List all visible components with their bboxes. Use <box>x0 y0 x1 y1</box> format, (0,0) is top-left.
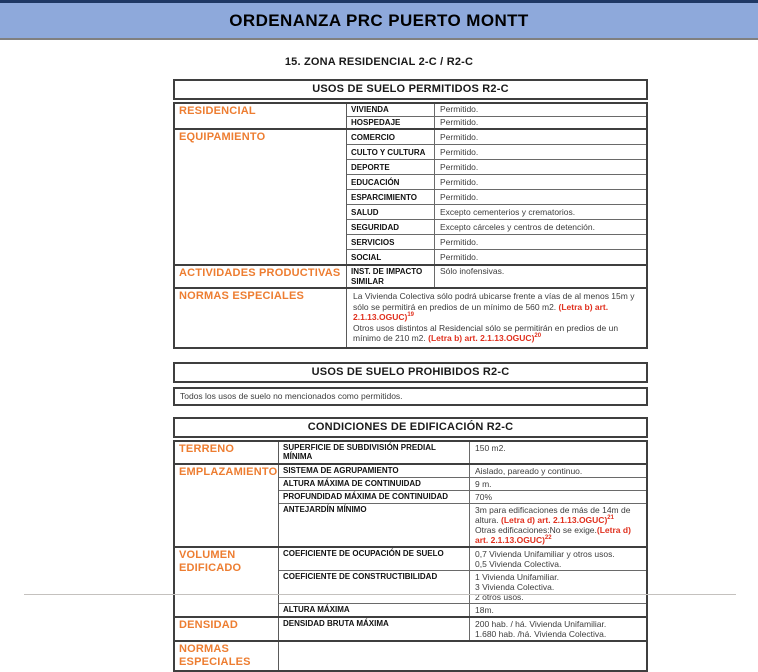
table-row <box>347 189 646 204</box>
footnote-marker: 20 <box>534 333 542 340</box>
use-value: Permitido. <box>440 131 479 142</box>
permitted-uses-table <box>173 102 648 349</box>
condition-label: ANTEJARDÍN MÍNIMO <box>279 504 470 546</box>
use-label: INST. DE IMPACTO SIMILAR <box>347 266 435 287</box>
use-label: CULTO Y CULTURA <box>347 145 435 159</box>
title-banner <box>0 0 758 40</box>
condition-label: SISTEMA DE AGRUPAMIENTO <box>279 465 470 477</box>
category-label: RESIDENCIAL <box>175 104 347 128</box>
category-label: TERRENO <box>175 442 279 463</box>
use-value: Permitido. <box>440 236 479 247</box>
table-row <box>347 204 646 219</box>
group-densidad <box>175 616 646 640</box>
table-row <box>347 234 646 249</box>
prohibited-uses-title: USOS DE SUELO PROHIBIDOS R2-C <box>311 365 510 378</box>
condition-label: DENSIDAD BRUTA MÁXIMA <box>279 618 470 640</box>
use-value: Sólo inofensivas. <box>440 266 505 276</box>
use-value: Permitido. <box>440 146 479 157</box>
permitted-uses-title-box <box>173 79 648 100</box>
table-row <box>279 618 646 640</box>
category-label: ACTIVIDADES PRODUCTIVAS <box>175 266 347 287</box>
table-row <box>279 442 646 463</box>
table-row <box>279 548 646 570</box>
legal-reference: (Letra b) art. 2.1.13.OGUC) <box>428 333 535 343</box>
prohibited-uses-text: Todos los usos de suelo no mencionados como permitidos. <box>180 390 403 401</box>
table-row <box>279 503 646 546</box>
document-content <box>173 79 648 672</box>
group-terreno <box>175 442 646 463</box>
use-value: Permitido. <box>440 176 479 187</box>
condition-value: 18m. <box>475 604 494 615</box>
table-row <box>347 116 646 129</box>
group-actividades-productivas <box>175 264 646 287</box>
section-title: 15. ZONA RESIDENCIAL 2-C / R2-C <box>284 56 474 68</box>
use-label: SERVICIOS <box>347 235 435 249</box>
table-row <box>279 477 646 490</box>
condition-value: 0,7 Vivienda Unifamiliar y otros usos. 0,5 Vivienda Colectiva. <box>475 548 615 569</box>
group-volumen-edificado <box>175 546 646 616</box>
use-label: SEGURIDAD <box>347 220 435 234</box>
table-row <box>279 603 646 616</box>
table-row <box>279 465 646 477</box>
condition-label: ALTURA MÁXIMA <box>279 604 470 616</box>
condition-value: Aislado, pareado y continuo. <box>475 465 583 476</box>
category-label: DENSIDAD <box>175 618 279 640</box>
empty-cell <box>279 642 646 670</box>
use-label: EDUCACIÓN <box>347 175 435 189</box>
page-title: ORDENANZA PRC PUERTO MONTT <box>229 10 529 30</box>
use-value: Excepto cementerios y crematorios. <box>440 206 576 217</box>
use-value: Permitido. <box>440 116 479 127</box>
group-residencial <box>175 104 646 128</box>
condition-label: COEFICIENTE DE OCUPACIÓN DE SUELO <box>279 548 470 570</box>
footnote-marker: 19 <box>407 312 415 319</box>
use-label: COMERCIO <box>347 130 435 144</box>
prohibited-uses-title-box <box>173 362 648 383</box>
use-value: Permitido. <box>440 251 479 262</box>
use-label: ESPARCIMIENTO <box>347 190 435 204</box>
use-label: VIVIENDA <box>347 104 435 116</box>
group-emplazamiento <box>175 463 646 546</box>
category-label: EMPLAZAMIENTO <box>175 465 279 546</box>
condition-label: PROFUNDIDAD MÁXIMA DE CONTINUIDAD <box>279 491 470 503</box>
table-row <box>347 266 646 287</box>
table-row <box>279 570 646 603</box>
condition-value: 150 m2. <box>475 442 506 453</box>
special-rule-paragraph: Otros usos distintos al Residencial sólo se permitirán en predios de un mínimo de 210 m2. (Letra b) art. 2.1.13.OGUC)$^{20}$ <box>353 322 619 343</box>
table-row <box>347 144 646 159</box>
building-conditions-title-box <box>173 417 648 438</box>
special-rules-text <box>347 289 646 347</box>
category-label: EQUIPAMIENTO <box>175 130 347 264</box>
group-equipamiento <box>175 128 646 264</box>
use-label: SALUD <box>347 205 435 219</box>
category-label: VOLUMEN EDIFICADO <box>175 548 279 616</box>
use-label: HOSPEDAJE <box>347 117 435 129</box>
use-label: DEPORTE <box>347 160 435 174</box>
use-value: Permitido. <box>440 191 479 202</box>
group-normas-especiales-conditions <box>175 640 646 670</box>
legal-reference: (Letra d) art. 2.1.13.OGUC) <box>475 524 631 545</box>
table-row <box>347 174 646 189</box>
building-conditions-table <box>173 440 648 672</box>
use-value: Permitido. <box>440 161 479 172</box>
prohibited-uses-body-box <box>173 387 648 406</box>
footnote-marker: 22 <box>544 534 552 541</box>
table-row <box>347 130 646 144</box>
condition-value: 200 hab. / há. Vivienda Unifamiliar. 1.680 hab. /há. Vivienda Colectiva. <box>475 618 607 639</box>
condition-label: COEFICIENTE DE CONSTRUCTIBILIDAD <box>279 571 470 603</box>
condition-label: SUPERFICIE DE SUBDIVISIÓN PREDIAL MÍNIMA <box>279 442 470 463</box>
use-value: Permitido. <box>440 104 479 114</box>
category-label: NORMAS ESPECIALES <box>175 289 347 347</box>
group-normas-especiales <box>175 287 646 347</box>
condition-label: ALTURA MÁXIMA DE CONTINUIDAD <box>279 478 470 490</box>
condition-value: 3m para edificaciones de más de 14m de altura. (Letra d) art. 2.1.13.OGUC)$^{21}$ Otras edificaciones:No se exige.(Letra d) art. 2.1.13.OGUC)$^{22}$ <box>475 504 631 545</box>
category-label: NORMAS ESPECIALES <box>175 642 279 670</box>
footnote-marker: 21 <box>607 514 614 521</box>
condition-value: 70% <box>475 491 493 502</box>
use-value: Excepto cárceles y centros de detención. <box>440 221 595 232</box>
table-row <box>347 249 646 264</box>
table-row <box>347 159 646 174</box>
building-conditions-title: CONDICIONES DE EDIFICACIÓN R2-C <box>307 420 514 433</box>
use-label: SOCIAL <box>347 250 435 264</box>
condition-value: 1 Vivienda Unifamiliar. 3 Vivienda Colectiva. 2 otros usos. <box>475 571 559 602</box>
legal-reference: (Letra d) art. 2.1.13.OGUC) <box>501 514 608 525</box>
permitted-uses-title: USOS DE SUELO PERMITIDOS R2-C <box>312 83 509 95</box>
special-rule-paragraph: La Vivienda Colectiva sólo podrá ubicarse frente a vías de al menos 15m y sólo se permitirá en predios de un mínimo de 560 m2. (Letra b) art. 2.1.13.OGUC)$^{19}$ <box>353 291 635 322</box>
condition-value: 9 m. <box>475 478 492 489</box>
footnote-divider <box>24 594 736 595</box>
table-row <box>347 104 646 116</box>
legal-reference: (Letra b) art. 2.1.13.OGUC) <box>353 301 609 322</box>
table-row <box>347 219 646 234</box>
table-row <box>279 490 646 503</box>
